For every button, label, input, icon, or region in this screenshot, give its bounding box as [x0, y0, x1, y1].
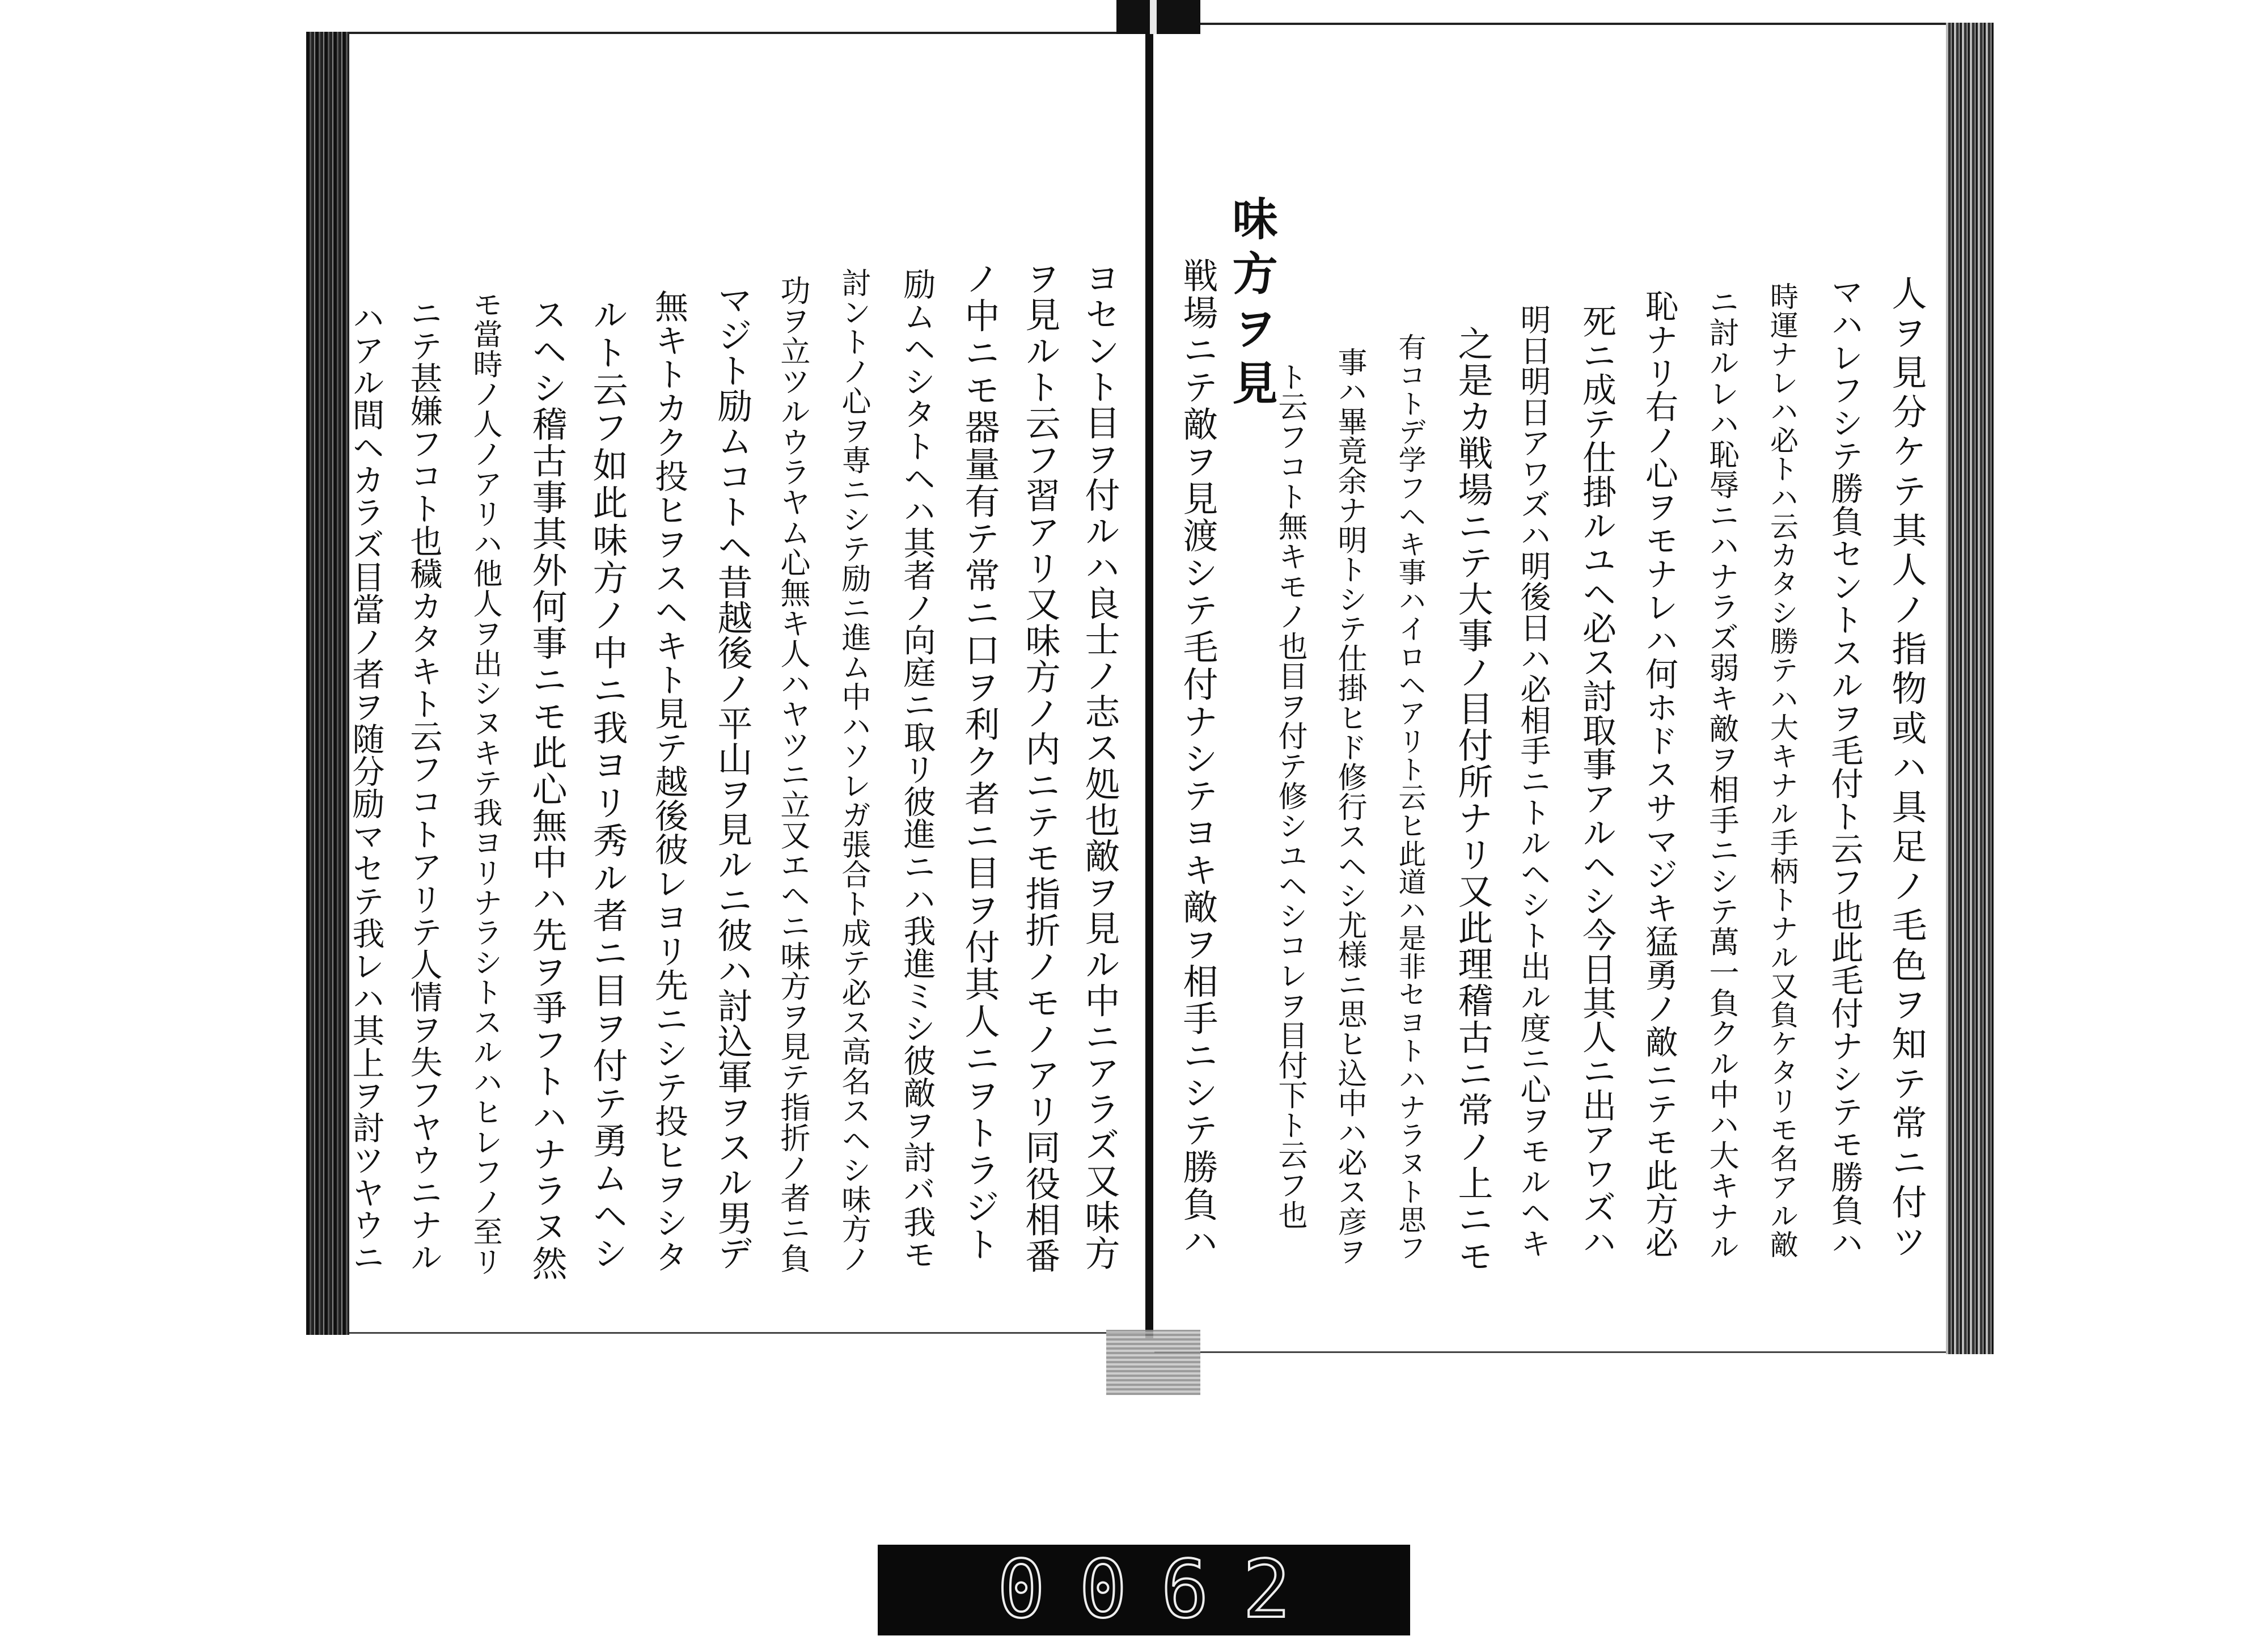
right-page-column: 之是カ戦場ニテ大事ノ目付所ナリ又此理稽古ニ常ノ上ニモ [1452, 325, 1493, 1273]
left-page-column: ハアル間ヘカラズ目當ノ者ヲ随分励マセテ我レハ其上ヲ討ツヤウニ [347, 301, 384, 1273]
bottom-tab [1106, 1330, 1200, 1395]
right-page-column: ニ討ルレハ恥辱ニハナラズ弱キ敵ヲ相手ニシテ萬一負クル中ハ大キナル [1704, 286, 1739, 1261]
top-clip [1116, 0, 1200, 34]
left-page-column: ルト云フ如此味方ノ中ニ我ヨリ秀ル者ニ目ヲ付テ勇ムヘシ [587, 297, 628, 1270]
right-page-column: 時運ナレハ必トハ云カタシ勝テハ大キナル手柄トナル又負ケタリモ名アル敵 [1766, 282, 1799, 1258]
right-page-column: 人ヲ見分ケテ其人ノ指物或ハ具足ノ毛色ヲ知テ常ニ付ツ [1886, 275, 1927, 1258]
left-page-column: モ當時ノ人ノアリハ他人ヲ出シヌキテ我ヨリナラシトスルハヒレフノ至リ [468, 289, 502, 1276]
right-page-column: マハレフシテ勝負セントスルヲ毛付ト云フ也此毛付ナシテモ勝負ハ [1826, 275, 1863, 1258]
frame-number: 0062 [997, 1544, 1325, 1636]
frame-number-label [878, 1545, 1410, 1635]
right-page-edge [1946, 23, 1994, 1354]
book-binding [1145, 25, 1153, 1338]
left-page-column: スヘシ稽古事其外何事ニモ此心無中ハ先ヲ爭フトハナラヌ然 [526, 297, 568, 1280]
left-page-column: ヨセント目ヲ付ルハ良士ノ志ス処也敵ヲ見ル中ニアラズ又味方 [1079, 260, 1120, 1270]
section-column: 戦場ニテ敵ヲ見渡シテ毛付ナシテヨキ敵ヲ相手ニシテ勝負ハ [1177, 257, 1218, 1258]
left-page-column: ヲ見ルト云フ習アリ又味方ノ内ニテモ指折ノモノアリ同役相番 [1019, 260, 1061, 1273]
right-page-column: 明日明日アワズハ明後日ハ必相手ニトルヘシト出ル度ニ心ヲモルヘキ [1516, 304, 1551, 1258]
right-page-column: 死ニ成テ仕掛ルユヘ必ス討取事アルヘシ今日其人ニ出アワズハ [1577, 304, 1617, 1258]
right-page-column: 有コトデ学フヘキ事ハイロヘアリト云ヒ此道ハ是非セヨトハナラヌト思フ [1394, 333, 1427, 1261]
left-page-column: マジト励ムコトヘ昔越後ノ平山ヲ見ルニ彼ハ討込軍ヲスル男デ [712, 282, 753, 1270]
left-page-column: 功ヲ立ツルウラヤム心無キ人ハヤツニ立又エヘニ味方ヲ見テ指折ノ者ニ負 [776, 275, 810, 1273]
right-page-column: 事ハ畢竟余ナ明トシテ仕掛ヒド修行スヘシ尤様ニ思ヒ込中ハ必ス彦ヲ [1332, 347, 1366, 1266]
right-page-column: ト云フコト無キモノ也目ヲ付テ修シユヘシコレヲ目付下ト云フ也 [1273, 362, 1307, 1229]
section-heading: 味方ヲ見 [1225, 195, 1278, 405]
left-page-column: ノ中ニモ器量有テ常ニ口ヲ利ク者ニ目ヲ付其人ニヲトラジト [959, 260, 1000, 1261]
left-page-column: 励ムヘシタトヘハ其者ノ向庭ニ取リ彼進ニハ我進ミシ彼敵ヲ討バ我モ [898, 268, 936, 1270]
left-page-column: ニテ甚嫌フコト也穢カタキト云フコトアリテ人情ヲ失フヤウニナル [405, 297, 442, 1273]
right-page-column: 恥ナリ右ノ心ヲモナレハ何ホドスサマジキ猛勇ノ敵ニテモ此方必 [1640, 289, 1678, 1258]
left-page-column: 討ントノ心ヲ専ニシテ励ニ進ム中ハソレガ張合ト成テ必ス高名スヘシ味方ノ [836, 268, 870, 1273]
left-page-column: 無キトカク投ヒヲスヘキト見テ越後彼レヨリ先ニシテ投ヒヲシタ [649, 289, 688, 1273]
